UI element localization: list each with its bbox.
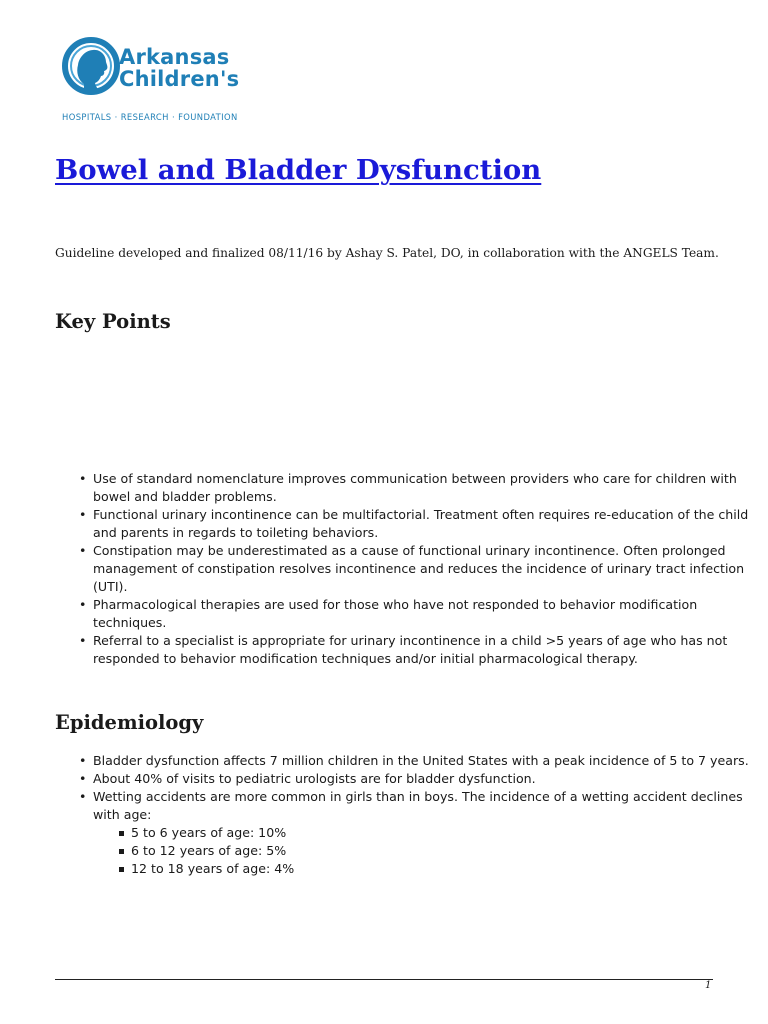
list-item: • About 40% of visits to pediatric urologists are for bladder dysfunction. xyxy=(93,770,768,788)
key-points-heading: Key Points xyxy=(55,310,171,333)
incidence-by-age-list xyxy=(93,824,768,878)
list-item xyxy=(93,788,768,878)
list-item: • Pharmacological therapies are used for those who have not responded to behavior modification techniques. xyxy=(93,596,768,632)
epidemiology-list xyxy=(55,752,768,878)
list-item: • Functional urinary incontinence can be multifactorial. Treatment often requires re-education of the child and parents in regards to toileting behaviors. xyxy=(93,506,768,542)
sub-list-item: 12 to 18 years of age: 4% xyxy=(131,860,768,878)
page-number: 1 xyxy=(705,980,712,991)
epidemiology-heading: Epidemiology xyxy=(55,711,204,734)
sub-list-item: 5 to 6 years of age: 10% xyxy=(131,824,768,842)
sub-list-item: 6 to 12 years of age: 5% xyxy=(131,842,768,860)
list-item-text: Wetting accidents are more common in girls than in boys. The incidence of a wetting accident declines with age: xyxy=(93,789,743,822)
list-item: • Constipation may be underestimated as a cause of functional urinary incontinence. Often prolonged management of constipation resolves incontinence and reduces the incidence of urinary tract infection (UTI). xyxy=(93,542,768,596)
child-silhouette-icon xyxy=(62,28,122,112)
logo-tagline: HOSPITALS · RESEARCH · FOUNDATION xyxy=(62,112,238,122)
guideline-byline: Guideline developed and finalized 08/11/16 by Ashay S. Patel, DO, in collaboration with the ANGELS Team. xyxy=(55,246,719,260)
page-title-link[interactable]: Bowel and Bladder Dysfunction xyxy=(55,154,542,186)
organization-logo xyxy=(62,28,302,124)
logo-text-line-2: Children's xyxy=(119,67,240,91)
list-item: • Bladder dysfunction affects 7 million children in the United States with a peak incidence of 5 to 7 years. xyxy=(93,752,768,770)
key-points-list xyxy=(55,470,768,668)
list-item: • Referral to a specialist is appropriate for urinary incontinence in a child >5 years of age who has not responded to behavior modification techniques and/or initial pharmacological therapy. xyxy=(93,632,768,668)
footer-divider xyxy=(55,979,713,980)
logo-text-line-1: Arkansas xyxy=(119,45,230,69)
list-item: • Use of standard nomenclature improves communication between providers who care for children with bowel and bladder problems. xyxy=(93,470,768,506)
